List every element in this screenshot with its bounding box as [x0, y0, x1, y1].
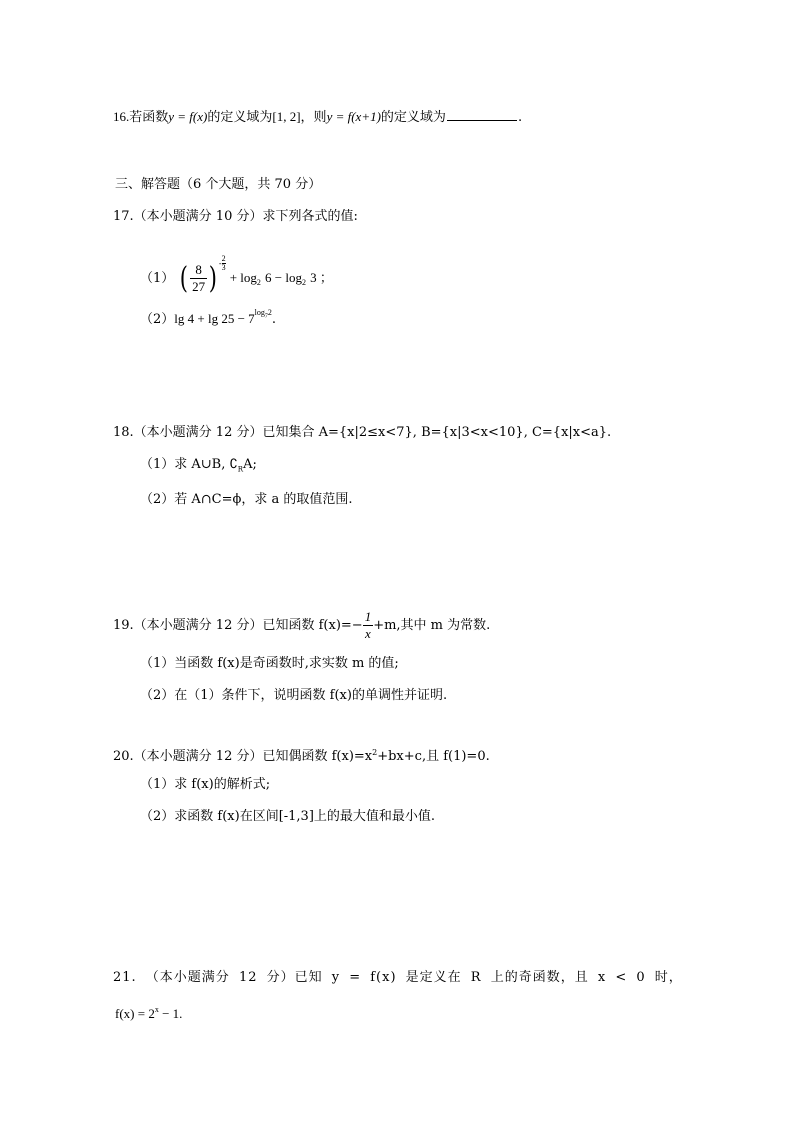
log-base-b: 2	[302, 278, 306, 287]
q17-p2-end: .	[271, 312, 277, 327]
exp-denominator: 3	[221, 263, 226, 272]
left-paren: (	[180, 260, 189, 296]
q19-frac-den: x	[365, 626, 371, 641]
exp-numerator: 2	[221, 254, 226, 263]
q17-header: 17.（本小题满分 10 分）求下列各式的值:	[113, 209, 358, 224]
q18-p1-text: （1）求 A∪B, ∁	[140, 457, 238, 472]
exponent-fraction	[222, 255, 226, 272]
q19-header-b: +m,其中 m 为常数.	[373, 618, 491, 633]
q16-answer-blank	[447, 108, 517, 121]
q19-header	[113, 606, 490, 646]
q20-header	[113, 744, 490, 766]
q16-text-4: 的定义域为	[380, 110, 446, 125]
q20-header-b: +bx+c,且 f(1)=0.	[377, 749, 490, 764]
q17-p2-exponent	[254, 308, 272, 320]
section-3-heading: 三、解答题（6 个大题，共 70 分）	[115, 177, 322, 192]
q21-line-1: 21. （本小题满分 12 分）已知 y = f(x) 是定义在 R 上的奇函数，且 x < 0 时，	[113, 970, 683, 985]
exp-log-arg: 2	[267, 308, 272, 317]
right-paren: )	[208, 260, 218, 296]
q20-header-sup: 2	[372, 748, 378, 757]
q18-part-2: （2）若 A∩C=ϕ，求 a 的取值范围.	[140, 492, 353, 507]
q17-part-2	[140, 304, 276, 329]
q21-line2-b: − 1.	[158, 1006, 183, 1021]
q20-header-a: 20.（本小题满分 12 分）已知偶函数 f(x)=x	[113, 749, 373, 764]
q18-p1-end: A;	[243, 457, 257, 472]
fraction-8-27	[190, 262, 207, 295]
q16-text-5: .	[517, 110, 523, 125]
log-term-a: + log	[229, 270, 257, 285]
log-base-a: 2	[256, 278, 261, 287]
q16-text-1: 若函数	[129, 110, 169, 125]
fraction-1-over-x	[363, 609, 374, 642]
q19-part-2: （2）在（1）条件下，说明函数 f(x)的单调性并证明.	[140, 688, 448, 703]
q20-part-2: （2）求函数 f(x)在区间[-1,3]上的最大值和最小值.	[140, 809, 436, 824]
q16-text-2: 的定义域为	[207, 110, 273, 125]
log-arg-a: 6 − log	[265, 270, 302, 285]
q17-part-1	[140, 244, 333, 296]
q16-expr-1: y = f(x)	[168, 109, 208, 124]
exponent-minus: -	[218, 259, 222, 268]
q16-expr-2: y = f(x+1)	[326, 109, 381, 124]
q16-number: 16.	[113, 109, 130, 124]
q18-header: 18.（本小题满分 12 分）已知集合 A={x|2≤x<7}, B={x|3<x<10}, C={x|x<a}.	[113, 425, 612, 440]
q17-p2-label: （2）	[140, 312, 175, 327]
q19-part-1: （1）当函数 f(x)是奇函数时,求实数 m 的值;	[140, 656, 399, 671]
q20-part-1: （1）求 f(x)的解析式;	[140, 777, 271, 792]
fraction-denominator: 27	[192, 279, 206, 294]
exp-log-base: 7	[264, 313, 268, 320]
q19-frac-num: 1	[364, 609, 372, 624]
q17-p1-label: （1）	[140, 271, 175, 286]
q18-p1-sub: R	[237, 465, 244, 474]
q17-p2-expr: lg 4 + lg 25 − 7	[174, 311, 255, 326]
q16-text-3: ，则	[300, 110, 327, 125]
q21-line2-a: f(x) = 2	[115, 1006, 155, 1021]
fraction-numerator: 8	[190, 262, 207, 279]
q19-header-a: 19.（本小题满分 12 分）已知函数 f(x)=−	[113, 618, 363, 633]
log-arg-b: 3 ；	[310, 270, 333, 285]
q21-line2-sup: x	[154, 1005, 159, 1014]
q18-part-1	[140, 456, 257, 479]
exp-log: log	[254, 308, 265, 317]
q16-domain: [1, 2]	[272, 109, 301, 124]
question-16	[113, 108, 522, 127]
q21-line-2	[115, 1001, 182, 1024]
